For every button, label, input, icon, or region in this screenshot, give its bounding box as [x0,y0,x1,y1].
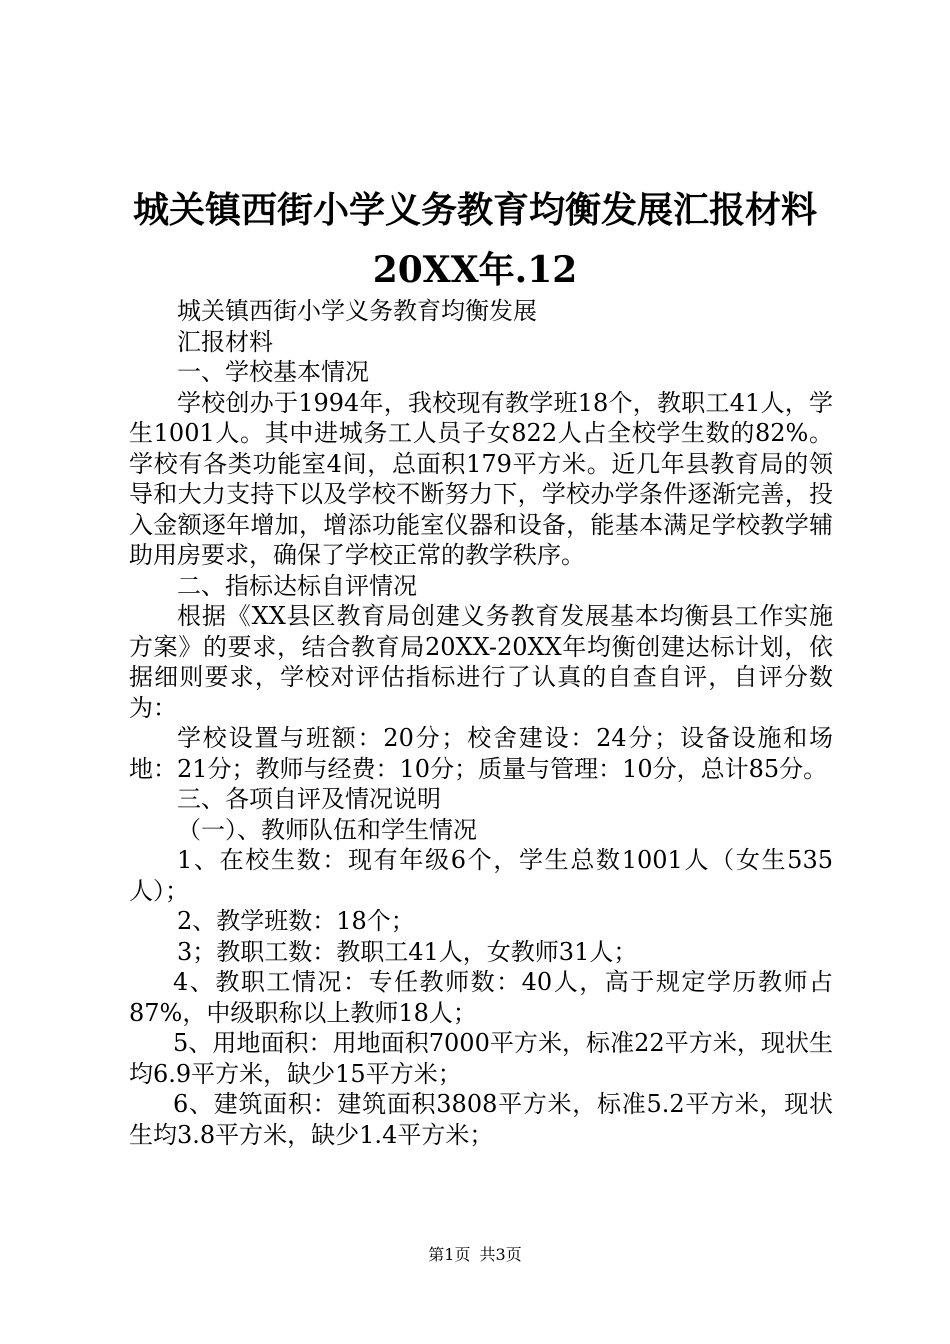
list-item-building-area: 6、建筑面积：建筑面积3808平方米，标准5.2平方米，现状生均3.8平方米，缺少1.4平方米； [129,1090,833,1149]
document-body [129,296,833,1150]
document-title: 城关镇西街小学义务教育均衡发展汇报材料 [132,189,817,231]
list-item-land-area: 5、用地面积：用地面积7000平方米，标准22平方米，现状生均6.9平方米，缺少15平方米； [129,1029,833,1088]
list-item-students: 1、在校生数：现有年级6个，学生总数1001人（女生535人）； [129,846,833,905]
list-item-classes: 2、教学班数：18个； [177,907,415,935]
list-item-staff-details: 4、教职工情况：专任教师数：40人，高于规定学历教师占87%，中级职称以上教师18人； [129,968,833,1027]
paragraph-school-overview: 学校创办于1994年，我校现有教学班18个，教职工41人，学生1001人。其中进城务工人员子女822人占全校学生数的82%。学校有各类功能室4间，总面积179平方米。近几年县教育局的领导和大力支持下以及学校不断努力下，学校办学条件逐渐完善，投入金额逐年增加，增添功能室仪器和设备，能基本满足学校教学辅助用房要求，确保了学校正常的教学秩序。 [129,388,833,569]
section-heading-3: 三、各项自评及情况说明 [177,785,441,813]
page-number: 第1页 [428,1245,471,1264]
section-heading-2: 二、指标达标自评情况 [177,571,417,600]
list-item-staff: 3；教职工数：教职工41人，女教师31人； [177,937,638,966]
document-subtitle: 20XX年.12 [372,249,578,291]
page-footer [0,1245,950,1265]
paragraph-evaluation-basis: 根据《XX县区教育局创建义务教育发展基本均衡县工作实施方案》的要求，结合教育局20XX-20XX年均衡创建达标计划，依据细则要求，学校对评估指标进行了认真的自查自评，自评分数为： [129,602,833,722]
paragraph-heading-line-2: 汇报材料 [177,327,273,356]
paragraph-heading-line-1: 城关镇西街小学义务教育均衡发展 [177,297,537,325]
paragraph-scores: 学校设置与班额：20分；校舍建设：24分；设备设施和场地：21分；教师与经费：10分；质量与管理：10分，总计85分。 [129,724,833,783]
subsection-heading-1: （一）、教师队伍和学生情况 [177,815,477,844]
page-total: 共3页 [479,1245,522,1264]
section-heading-1: 一、学校基本情况 [177,358,369,386]
